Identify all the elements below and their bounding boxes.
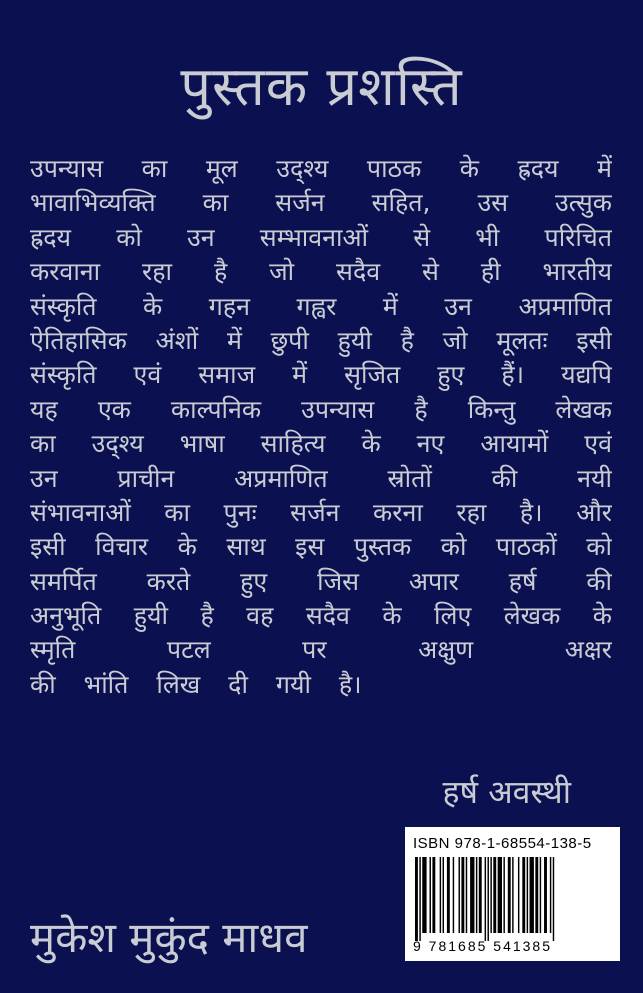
- barcode-bar: [493, 857, 496, 933]
- isbn-barcode: [405, 827, 620, 961]
- barcode-bar: [479, 857, 482, 933]
- barcode-bar: [466, 857, 467, 933]
- barcode-bar: [553, 857, 554, 941]
- barcode-bar: [485, 857, 486, 941]
- author-name: मुकेश मुकुंद माधव: [30, 913, 308, 962]
- blurb-line: यह एक काल्पनिक उपन्यास है किन्तु लेखक: [30, 394, 612, 424]
- barcode-bars: [413, 857, 612, 941]
- barcode-bar: [522, 857, 525, 933]
- barcode-bar: [440, 857, 441, 933]
- barcode-bar: [447, 857, 450, 933]
- barcode-bar: [527, 857, 528, 933]
- blurb-line: का उद्श्य भाषा साहित्य के नए आयामों एवं: [30, 429, 612, 459]
- barcode-bar: [459, 857, 460, 933]
- blurb-line: अनुभूति हुयी है वह सदैव के लिए लेखक के: [30, 601, 612, 631]
- blurb-line: संस्कृति के गहन गह्वर में उन अप्रमाणित: [30, 291, 612, 321]
- barcode-bar: [490, 857, 491, 933]
- blurb-line: ह्रदय को उन सम्भावनाओं से भी परिचित: [30, 222, 612, 252]
- blurb-line: भावाभिव्यक्ति का सर्जन सहित, उस उत्सुक: [30, 188, 612, 218]
- barcode-bar: [508, 857, 511, 933]
- barcode-bar: [544, 857, 547, 933]
- book-title: पुस्तक प्रशस्ति: [180, 55, 463, 118]
- barcode-bar: [470, 857, 474, 933]
- signature: हर्ष अवस्थी: [442, 773, 571, 811]
- barcode-bar: [443, 857, 444, 933]
- barcode-bar: [518, 857, 519, 933]
- barcode-digits: 9 781685 541385: [413, 938, 552, 954]
- blurb-line: इसी विचार के साथ इस पुस्तक को पाठकों को: [30, 532, 612, 562]
- blurb-line: समर्पित करते हुए जिस अपार हर्ष की: [30, 566, 612, 596]
- barcode-bar: [498, 857, 502, 933]
- barcode-bar: [430, 857, 431, 933]
- blurb-text: [30, 152, 612, 702]
- isbn-label: ISBN 978-1-68554-138-5: [413, 835, 592, 852]
- blurb-line: संस्कृति एवं समाज में सृजित हुए हैं। यद्यपि: [30, 360, 612, 390]
- barcode-bar: [550, 857, 551, 933]
- blurb-line: करवाना रहा है जो सदैव से ही भारतीय: [30, 257, 612, 287]
- barcode-bar: [535, 857, 538, 933]
- barcode-bar: [488, 857, 489, 941]
- barcode-bar: [530, 857, 534, 933]
- barcode-bar: [432, 857, 435, 933]
- barcode-bar: [476, 857, 477, 933]
- barcode-bar: [453, 857, 454, 933]
- blurb-line: की भांति लिख दी गयी है।: [30, 669, 362, 699]
- barcode-bar: [503, 857, 504, 933]
- blurb-line: ऐतिहासिक अंशों में छुपी हुयी है जो मूलतः इसी: [30, 325, 612, 355]
- blurb-line: उन प्राचीन अप्रमाणित स्रोतों की नयी: [30, 463, 612, 493]
- blurb-line: उपन्यास का मूल उद्श्य पाठक के ह्रदय में: [30, 154, 612, 183]
- barcode-bar: [540, 857, 541, 933]
- barcode-bar: [512, 857, 513, 933]
- blurb-line: स्मृति पटल पर अक्षुण अक्षर: [30, 635, 612, 665]
- barcode-bar: [415, 857, 418, 941]
- blurb-line: संभावनाओं का पुनः सर्जन करना रहा है। और: [30, 497, 612, 527]
- barcode-bar: [422, 857, 426, 933]
- barcode-bar: [419, 857, 420, 941]
- barcode-bar: [461, 857, 464, 933]
